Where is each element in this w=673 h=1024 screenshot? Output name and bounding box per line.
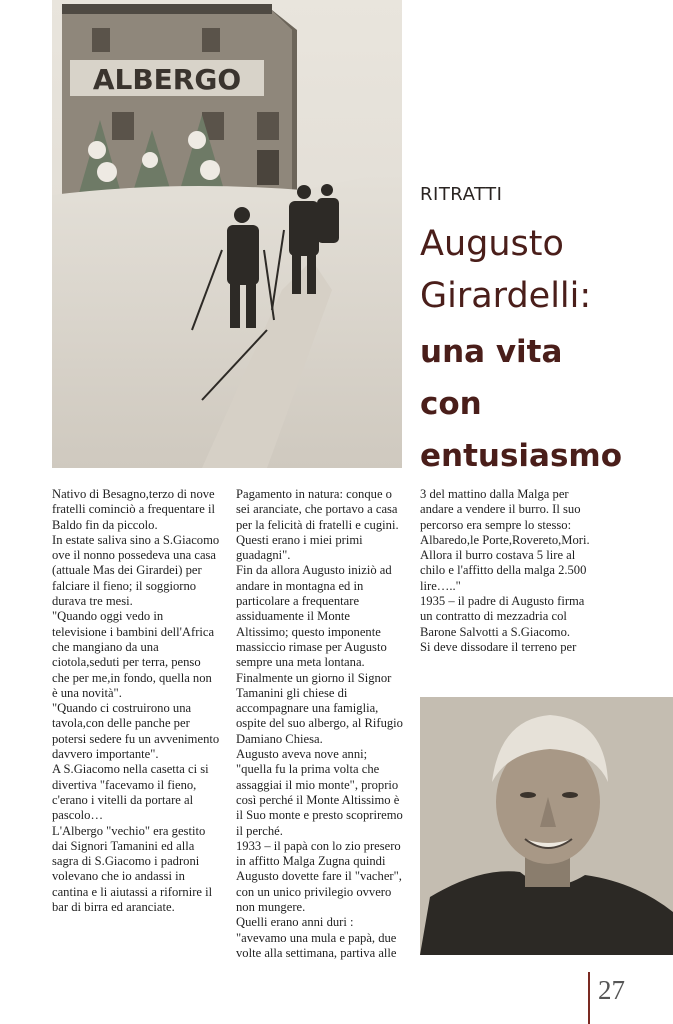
page-number: 27 — [588, 972, 625, 1024]
albergo-skiers-photo — [52, 0, 402, 468]
paragraph: 1933 – il papà con lo zio presero in affitto Malga Zugna quindi Augusto dovette fare il "vacher", con un unico privilegio ovvero non mungere. — [236, 838, 402, 915]
paragraph: L'Albergo "vechio" era gestito dai Signori Tamanini ed alla sagra di S.Giacomo i padroni volevano che io andassi in cantina e li aiutassi a rifornire il bar di birra ed aranciate. — [52, 823, 213, 915]
title-line: con — [420, 386, 482, 422]
paragraph: "Quando ci costruirono una tavola,con delle panche per potersi sedere fu un avvenimento davvero importante". — [52, 701, 220, 762]
paragraph: Finalmente un giorno il Signor Tamanini gli chiese di accompagnare una famiglia, ospite del suo albergo, al Rifugio Damiano Chiesa. — [236, 670, 403, 746]
paragraph: "Quando oggi vedo in televisione i bambini dell'Africa che mangiano da una ciotola,seduti per terra, penso che per me,in fondo, quella non è una novità". — [52, 609, 215, 700]
paragraph: Fin da allora Augusto iniziò ad andare in montagna ed in particolare a frequentare assiduamente il Monte Altissimo; questo imponente massiccio rimase per Augusto sempre una meta lontana. — [236, 563, 392, 670]
augusto-portrait-photo — [420, 697, 673, 955]
paragraph: 1935 – il padre di Augusto firma un contratto di mezzadria col Barone Salvotti a S.Giacomo. — [420, 594, 585, 639]
text-column-3 — [420, 487, 590, 655]
paragraph: Nativo di Besagno,terzo di nove fratelli cominciò a frequentare il Baldo fin da piccolo. — [52, 487, 215, 532]
text-column-1 — [52, 487, 220, 915]
paragraph: A S.Giacomo nella casetta ci si divertiva "facevamo il fieno, c'erano i vitelli da portare al pascolo… — [52, 762, 209, 823]
paragraph: Pagamento in natura: conque o sei aranciate, che portavo a casa per la felicità di fratelli e cugini. Questi erano i miei primi guadagni". — [236, 487, 399, 563]
title-line: una vita — [420, 334, 563, 370]
paragraph: Allora il burro costava 5 lire al chilo e l'affitto della malga 2.500 lire….." — [420, 548, 587, 593]
paragraph: Si deve dissodare il terreno per — [420, 639, 577, 654]
paragraph: Augusto aveva nove anni; "quella fu la prima volta che assaggiai il mio monte", proprio così perché il Monte Altissimo è il Suo monte e presto scopriremo il perché. — [236, 747, 403, 838]
paragraph: 3 del mattino dalla Malga per andare a vendere il burro. Il suo percorso era sempre lo stesso: Albaredo,le Porte,Rovereto,Mori. — [420, 487, 590, 547]
section-label: RITRATTI — [420, 184, 503, 205]
article-title — [420, 218, 670, 482]
paragraph: Quelli erano anni duri : "avevamo una mula e papà, due volte alla settimana, partiva alle — [236, 915, 397, 960]
title-line: Augusto — [420, 224, 564, 264]
text-column-2 — [236, 487, 404, 961]
title-line: Girardelli: — [420, 276, 592, 316]
paragraph: In estate saliva sino a S.Giacomo ove il nonno possedeva una casa (attuale Mas dei Girardei) per falciare il fieno; il soggiorno durava tre mesi. — [52, 532, 220, 609]
title-line: entusiasmo — [420, 438, 623, 474]
albergo-sign: ALBERGO — [92, 63, 242, 96]
